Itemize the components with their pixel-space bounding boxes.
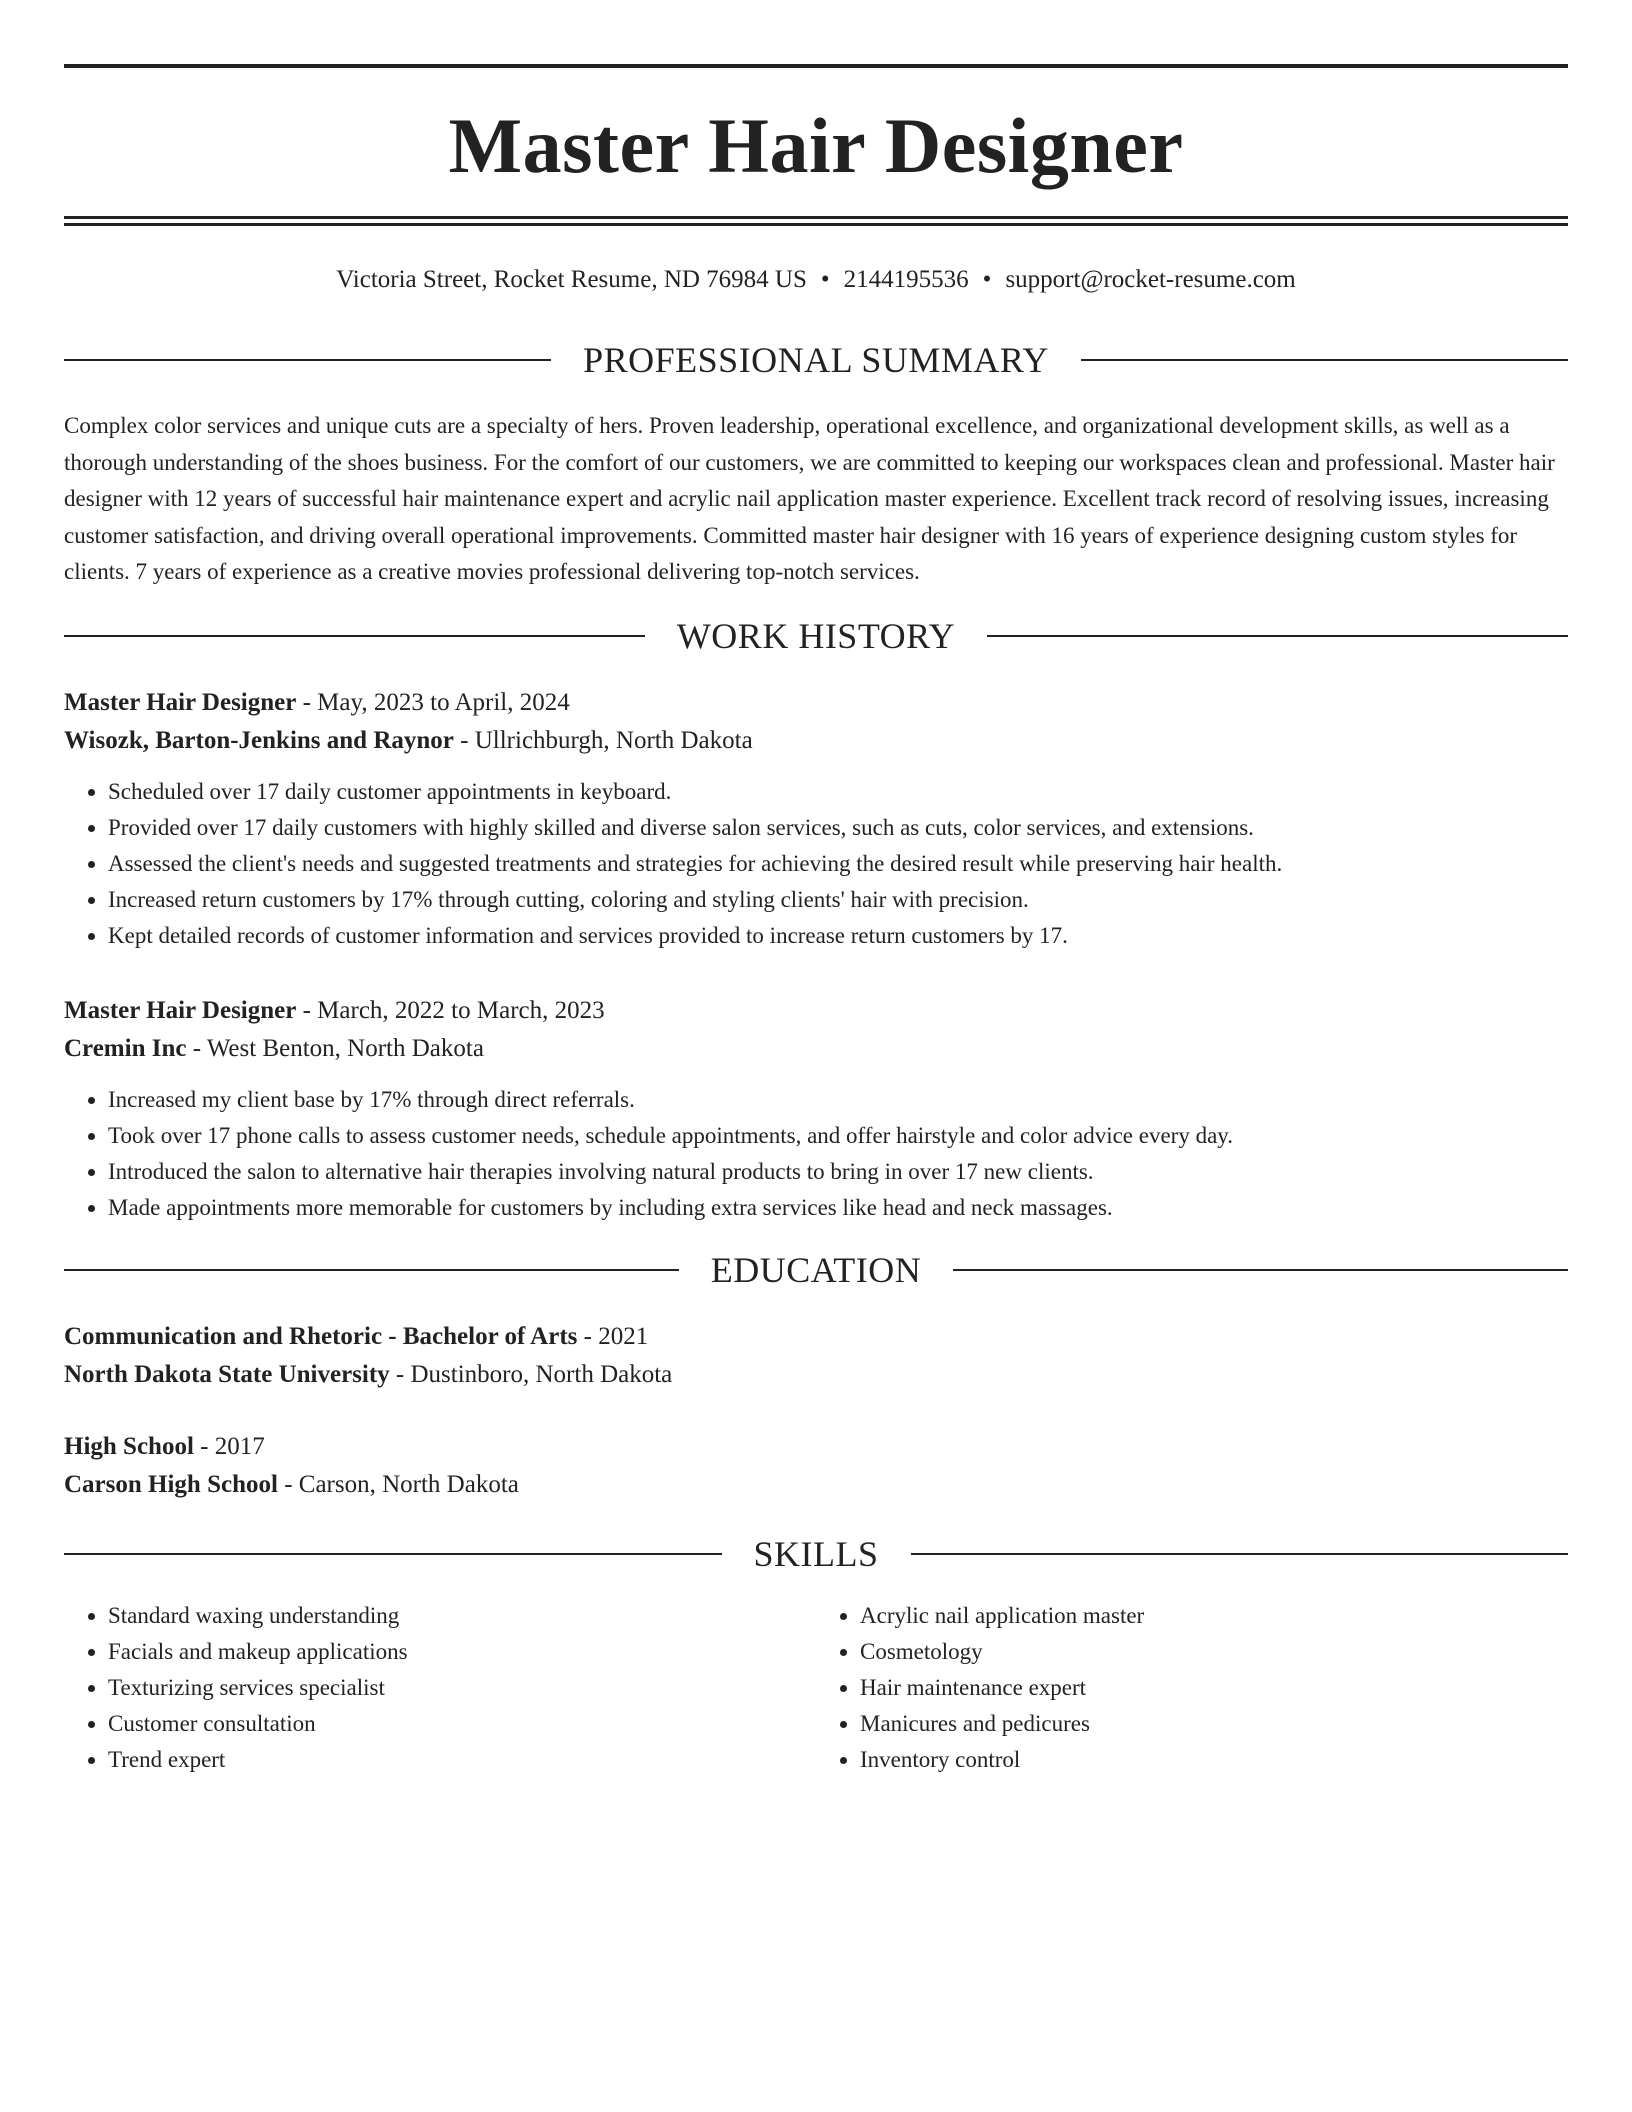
skills-columns [64,1598,1568,1778]
double-rule [64,216,1568,226]
top-rule [64,64,1568,68]
contact-line [64,264,1568,296]
education-entry [64,1318,1568,1394]
contact-phone[interactable]: 2144195536 [843,266,969,293]
job-title-line [64,684,1568,722]
job-title: Master Hair Designer [64,688,297,716]
heading-rule [64,1269,679,1271]
job-bullet: • Made appointments more memorable for customers by including extra services like head and neck massages. [108,1190,1568,1226]
skill-item: • Standard waxing understanding [108,1598,816,1634]
heading-rule [953,1269,1568,1271]
education-location: - Dustinboro, North Dakota [389,1360,673,1388]
education-year: - 2017 [193,1432,265,1460]
job-bullet: • Increased return customers by 17% through cutting, coloring and styling clients' hair with precision. [108,882,1568,918]
section-title: PROFESSIONAL SUMMARY [583,340,1049,380]
section-heading-summary [64,338,1568,382]
contact-email[interactable]: support@rocket-resume.com [1005,266,1296,293]
job-company-line [64,722,1568,760]
job-bullet: • Increased my client base by 17% through direct referrals. [108,1082,1568,1118]
education-degree: Communication and Rhetoric - Bachelor of Arts [64,1322,578,1350]
section-title: WORK HISTORY [676,615,956,656]
education-degree-line [64,1428,1568,1466]
job-dates: - March, 2022 to March, 2023 [296,996,605,1024]
job-bullet: • Took over 17 phone calls to assess customer needs, schedule appointments, and offer hairstyle and color advice every day. [108,1118,1568,1154]
contact-separator: • [820,266,830,293]
heading-rule [987,635,1568,637]
summary-text: Complex color services and unique cuts are a specialty of hers. Proven leadership, operational excellence, and organizational development skills, as well as a thorough understanding of the shoes business. For the comfort of our customers, we are committed to keeping our workspaces clean and professional. Master hair designer with 12 years of successful hair maintenance expert and acrylic nail application master experience. Excellent track record of resolving issues, increasing customer satisfaction, and driving overall operational improvements. Committed master hair designer with 16 years of experience designing custom styles for clients. 7 years of experience as a creative movies professional delivering top-notch services. [64,413,1555,584]
education-degree: High School [64,1432,194,1460]
section-title: EDUCATION [710,1249,922,1290]
skill-item: • Acrylic nail application master [860,1598,1568,1634]
contact-separator: • [982,266,992,293]
heading-rule [64,635,645,637]
contact-address: Victoria Street, Rocket Resume, ND 76984 US [336,266,807,293]
section-title: SKILLS [753,1533,879,1574]
job-bullet: • Scheduled over 17 daily customer appointments in keyboard. [108,774,1568,810]
job-bullets [64,774,1568,954]
education-degree-line [64,1318,1568,1356]
heading-rule [64,1553,722,1555]
resume-name: Master Hair Designer [448,102,1184,189]
skill-item: • Customer consultation [108,1706,816,1742]
education-year: - 2021 [577,1322,649,1350]
skills-list-left [64,1598,816,1778]
job-title: Master Hair Designer [64,996,297,1024]
education-location: - Carson, North Dakota [277,1470,519,1498]
section-heading-skills [64,1532,1568,1576]
skill-item: • Trend expert [108,1742,816,1778]
skill-item: • Facials and makeup applications [108,1634,816,1670]
skill-item: • Inventory control [860,1742,1568,1778]
job-location: - West Benton, North Dakota [186,1034,484,1062]
education-school: Carson High School [64,1470,278,1498]
skill-item: • Texturizing services specialist [108,1670,816,1706]
skills-list-right [816,1598,1568,1778]
job-bullets [64,1082,1568,1226]
education-school-line [64,1466,1568,1504]
heading-rule [64,359,551,361]
education-school-line [64,1356,1568,1394]
job-bullet: • Provided over 17 daily customers with highly skilled and diverse salon services, such as cuts, color services, and extensions. [108,810,1568,846]
job-dates: - May, 2023 to April, 2024 [296,688,570,716]
education-entry [64,1428,1568,1504]
job-entry [64,992,1568,1226]
job-bullet: • Assessed the client's needs and suggested treatments and strategies for achieving the desired result while preserving hair health. [108,846,1568,882]
skill-item: • Cosmetology [860,1634,1568,1670]
job-entry [64,684,1568,954]
job-company: Wisozk, Barton-Jenkins and Raynor [64,726,454,754]
heading-rule [1081,359,1568,361]
section-heading-education [64,1248,1568,1292]
section-heading-work [64,614,1568,658]
heading-rule [911,1553,1569,1555]
job-company: Cremin Inc [64,1034,187,1062]
job-title-line [64,992,1568,1030]
skill-item: • Hair maintenance expert [860,1670,1568,1706]
education-school: North Dakota State University [64,1360,390,1388]
job-bullet: • Kept detailed records of customer information and services provided to increase return customers by 17. [108,918,1568,954]
skill-item: • Manicures and pedicures [860,1706,1568,1742]
job-location: - Ullrichburgh, North Dakota [453,726,753,754]
job-bullet: • Introduced the salon to alternative hair therapies involving natural products to bring in over 17 new clients. [108,1154,1568,1190]
resume-page [64,64,1568,1778]
job-company-line [64,1030,1568,1068]
